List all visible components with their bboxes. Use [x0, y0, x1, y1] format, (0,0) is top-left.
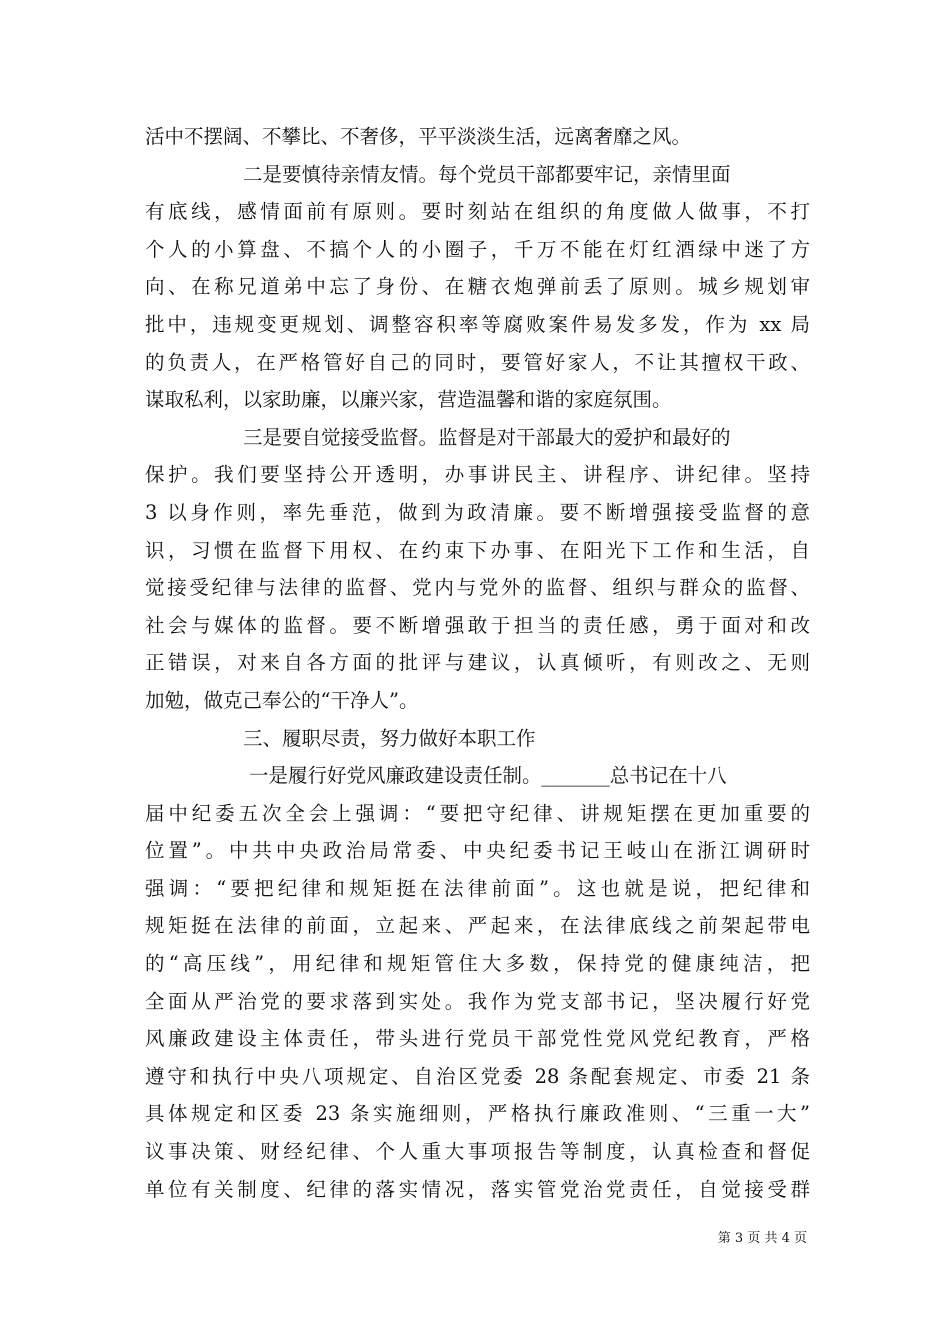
- text-line: 识，习惯在监督下用权、在约束下办事、在阳光下工作和生活，自: [145, 538, 810, 562]
- text-line: 3 以身作则，率先垂范，做到为政清廉。要不断增强接受监督的意: [145, 500, 810, 524]
- text-line: 风廉政建设主体责任，带头进行党员干部党性党风党纪教育，严格: [145, 1027, 810, 1051]
- text-line: 社会与媒体的监督。要不断增强敢于担当的责任感，勇于面对和改: [145, 613, 810, 637]
- text-line: 具体规定和区委 23 条实施细则，严格执行廉政准则、“三重一大”: [145, 1102, 810, 1126]
- text-line: 有底线，感情面前有原则。要时刻站在组织的角度做人做事，不打: [145, 200, 810, 224]
- text-line: 向、在称兄道弟中忘了身份、在糖衣炮弹前丢了原则。城乡规划审: [145, 275, 810, 299]
- text-line: 全面从严治党的要求落到实处。我作为党支部书记，坚决履行好党: [145, 989, 810, 1013]
- text-line: 批中，违规变更规划、调整容积率等腐败案件易发多发，作为 xx 局: [145, 312, 810, 336]
- text-line: 加勉，做克己奉公的“干净人”。: [145, 688, 419, 712]
- text-line: 位置”。中共中央政治局常委、中央纪委书记王岐山在浙江调研时: [145, 839, 810, 863]
- text-line: 谋取私利，以家助廉，以廉兴家，营造温馨和谐的家庭氛围。: [145, 388, 672, 412]
- text-line: 规矩挺在法律的前面，立起来、严起来，在法律底线之前架起带电: [145, 914, 810, 938]
- text-line: 一是履行好党风廉政建设责任制。_______总书记在十八: [249, 764, 727, 788]
- text-line: 届中纪委五次全会上强调：“要把守纪律、讲规矩摆在更加重要的: [145, 801, 810, 825]
- text-line: 的“高压线”，用纪律和规矩管住大多数，保持党的健康纯洁，把: [145, 952, 810, 976]
- text-line: 单位有关制度、纪律的落实情况，落实管党治党责任，自觉接受群: [145, 1177, 810, 1201]
- section-heading: 三、履职尽责，努力做好本职工作: [243, 726, 536, 750]
- text-line: 强调：“要把纪律和规矩挺在法律前面”。这也就是说，把纪律和: [145, 876, 810, 900]
- text-line: 个人的小算盘、不搞个人的小圈子，千万不能在灯红酒绿中迷了方: [145, 237, 810, 261]
- text-line: 三是要自觉接受监督。监督是对干部最大的爱护和最好的: [243, 425, 731, 449]
- text-line: 正错误，对来自各方面的批评与建议，认真倾听，有则改之、无则: [145, 651, 810, 675]
- text-line: 议事决策、财经纪律、个人重大事项报告等制度，认真检查和督促: [145, 1140, 810, 1164]
- text-line: 遵守和执行中央八项规定、自治区党委 28 条配套规定、市委 21 条: [145, 1064, 810, 1088]
- text-line: 保护。我们要坚持公开透明，办事讲民主、讲程序、讲纪律。坚持: [145, 463, 810, 487]
- text-line: 二是要慎待亲情友情。每个党员干部都要牢记，亲情里面: [243, 162, 731, 186]
- body-text: [145, 118, 810, 1208]
- text-line: 的负责人，在严格管好自己的同时，要管好家人，不让其擅权干政、: [145, 350, 810, 374]
- text-line: 觉接受纪律与法律的监督、党内与党外的监督、组织与群众的监督、: [145, 576, 810, 600]
- text-line: 活中不摆阔、不攀比、不奢侈，平平淡淡生活，远离奢靡之风。: [145, 125, 692, 148]
- page-number-footer: 第 3 页 共 4 页: [717, 1231, 807, 1246]
